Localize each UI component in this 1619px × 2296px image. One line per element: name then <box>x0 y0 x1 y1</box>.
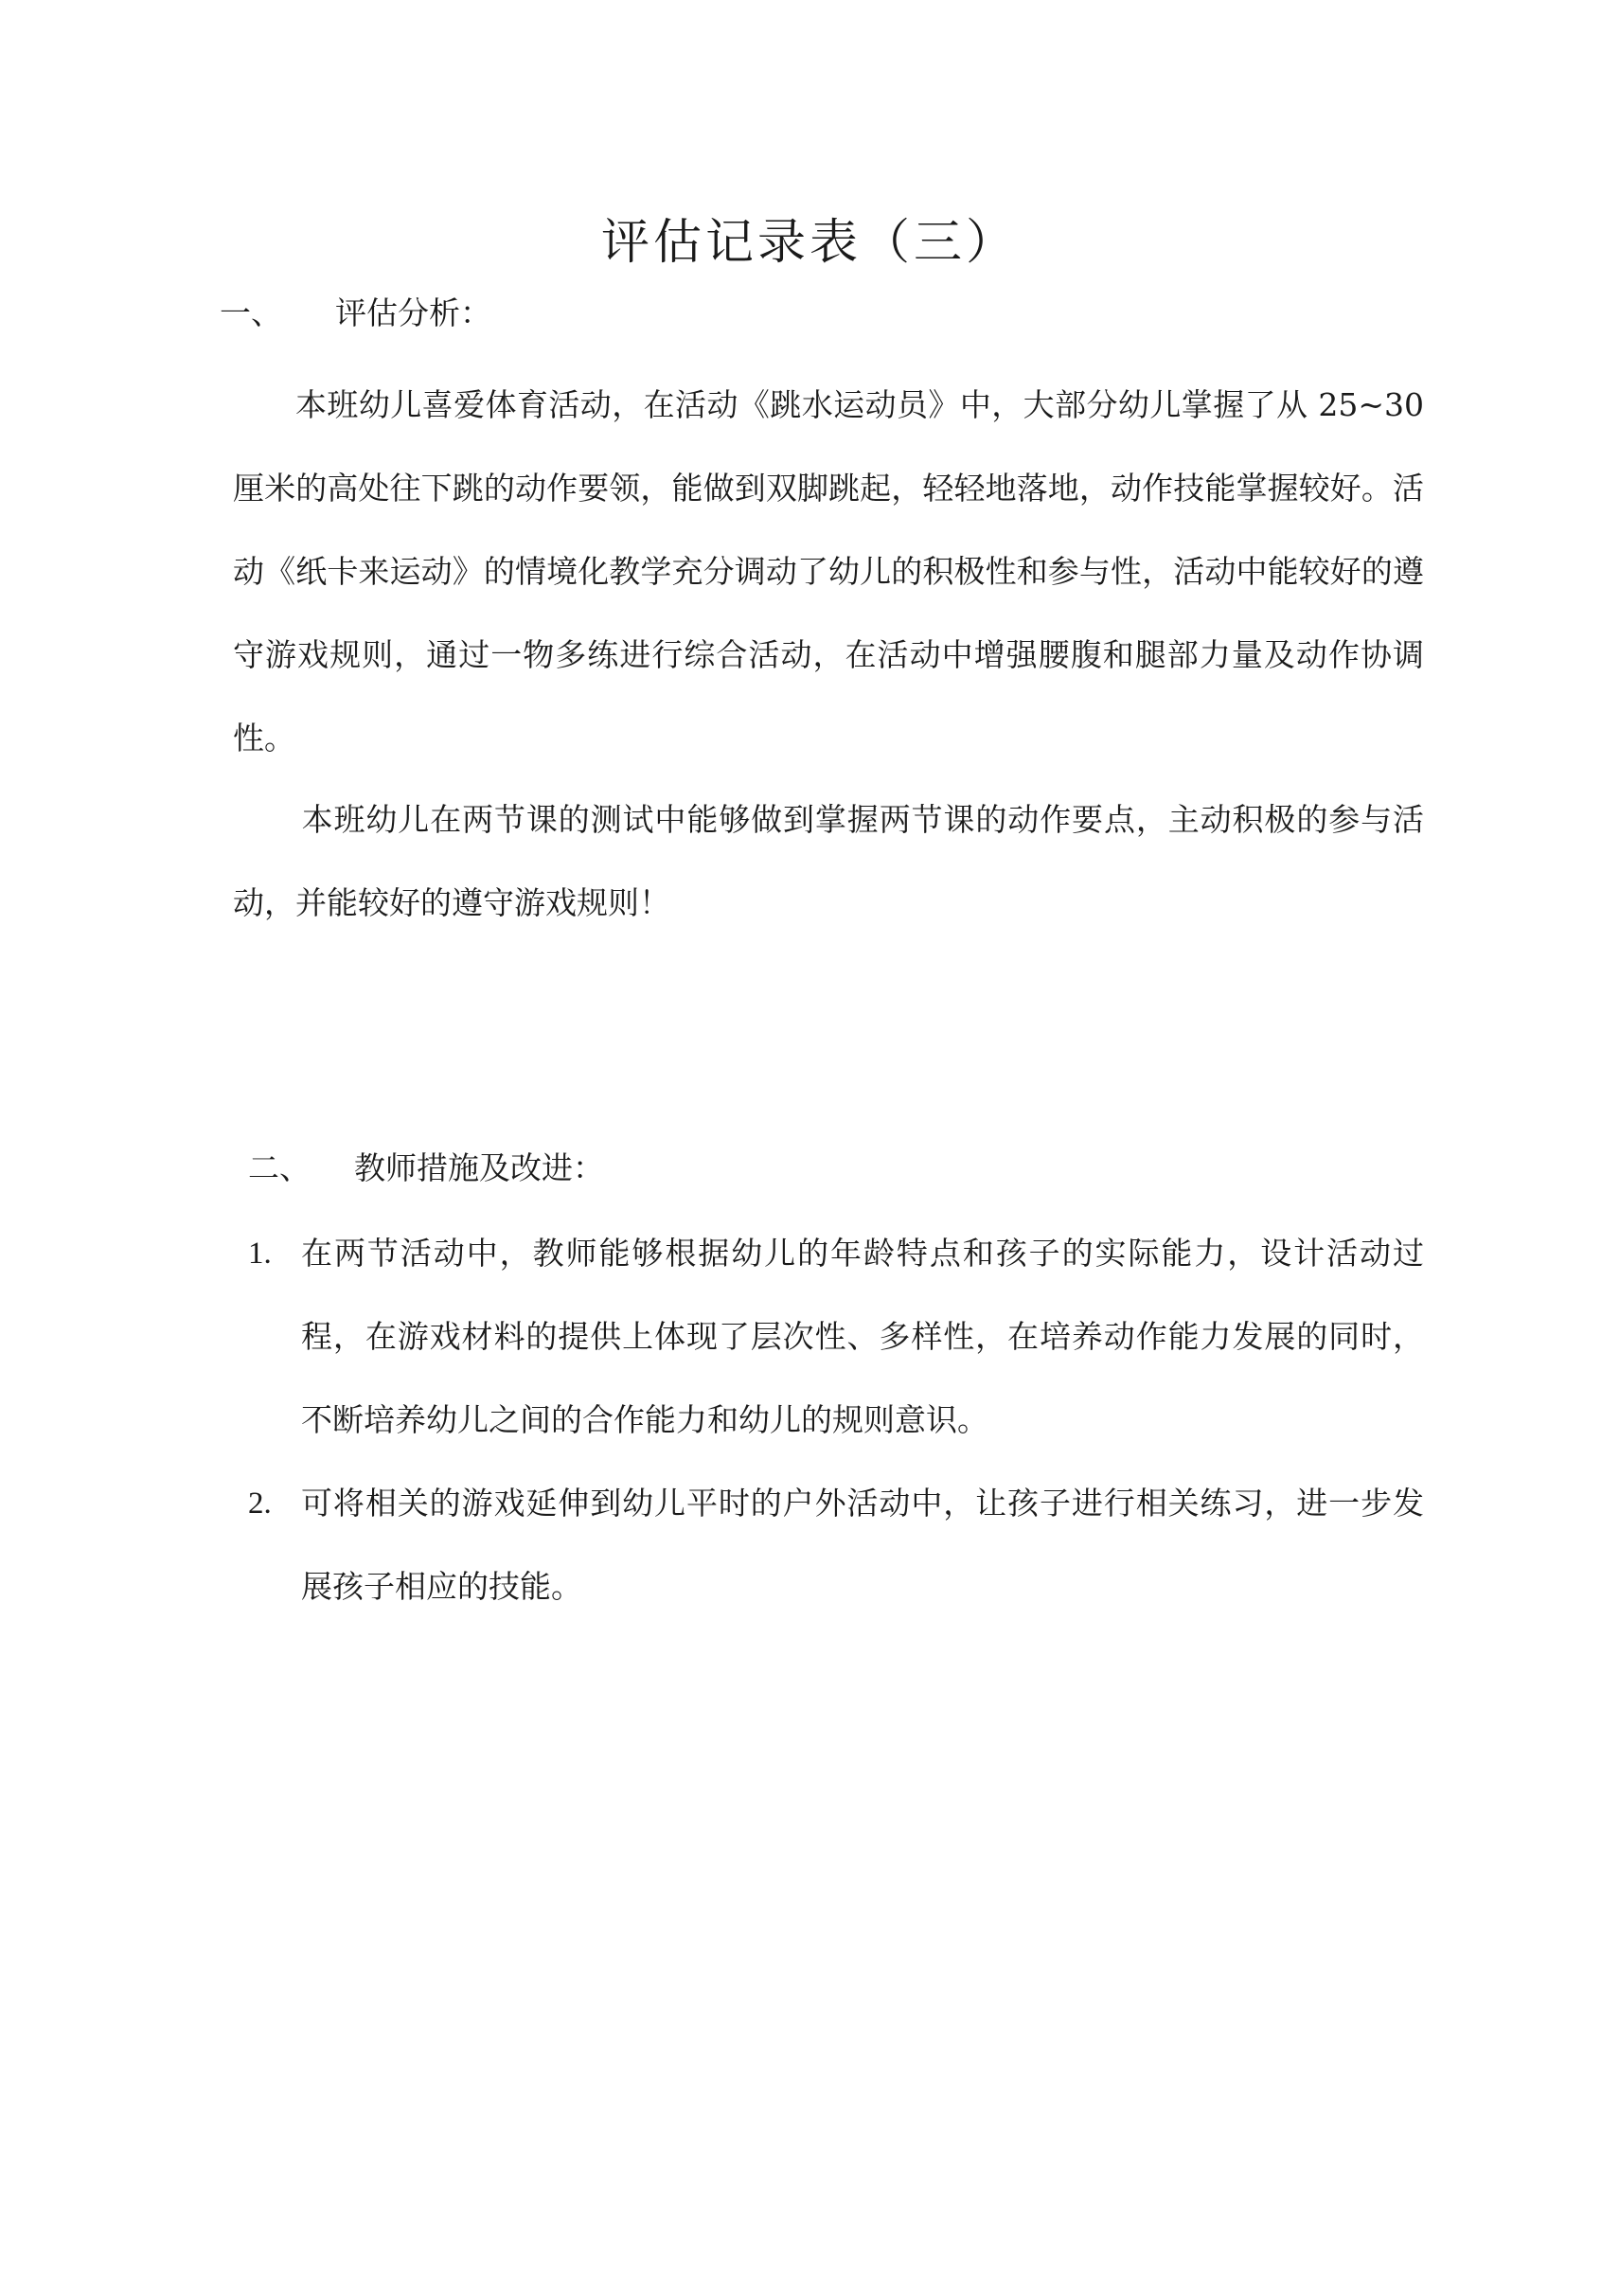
list-item <box>248 1462 1424 1629</box>
list-item <box>248 1212 1424 1462</box>
section-number: 一、 <box>220 294 282 331</box>
analysis-paragraph-1: 本班幼儿喜爱体育活动，在活动《跳水运动员》中，大部分幼儿掌握了从 25~30 厘米的高处往下跳的动作要领，能做到双脚跳起，轻轻地落地，动作技能掌握较好。活动《纸卡来运动》的情境化教学充分调动了幼儿的积极性和参与性，活动中能较好的遵守游戏规则，通过一物多练进行综合活动，在活动中增强腰腹和腿部力量及动作协调性。 <box>233 386 1424 756</box>
section-heading-measures <box>248 1147 604 1190</box>
analysis-paragraph-2: 本班幼儿在两节课的测试中能够做到掌握两节课的动作要点，主动积极的参与活动，并能较好的遵守游戏规则！ <box>233 801 1424 921</box>
document-title: 评估记录表（三） <box>600 215 1018 271</box>
section-heading-text: 教师措施及改进： <box>354 1149 604 1186</box>
section-number: 二、 <box>248 1149 311 1186</box>
list-marker: 2. <box>248 1486 272 1521</box>
list-item-text: 在两节活动中，教师能够根据幼儿的年龄特点和孩子的实际能力，设计活动过程，在游戏材料的提供上体现了层次性、多样性，在培养动作能力发展的同时，不断培养幼儿之间的合作能力和幼儿的规则意识。 <box>301 1235 1424 1438</box>
list-item-text: 可将相关的游戏延伸到幼儿平时的户外活动中，让孩子进行相关练习，进一步发展孩子相应的技能。 <box>301 1485 1424 1605</box>
list-marker: 1. <box>248 1237 272 1271</box>
section-heading-analysis <box>220 292 491 335</box>
section-heading-text: 评估分析： <box>335 294 491 331</box>
